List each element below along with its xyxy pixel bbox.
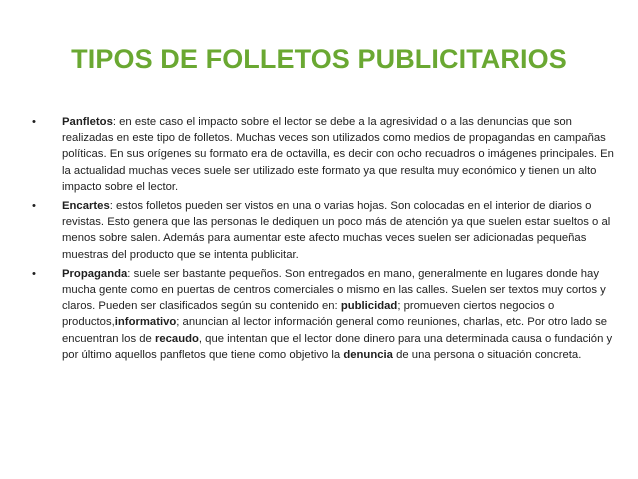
keyword-recaudo: recaudo <box>154 332 199 345</box>
keyword-publicidad: publicidad <box>340 300 398 313</box>
bullet-item-encartes <box>32 198 622 263</box>
bullet-list <box>32 114 622 366</box>
slide-title: TIPOS DE FOLLETOS PUBLICITARIOS <box>71 44 567 74</box>
description-propaganda-part4: , que intentan que el lector done dinero para una determinada causa o fundación y por último aquellos panfletos que tiene como objetivo la <box>62 332 613 361</box>
keyword-denuncia: denuncia <box>343 348 393 361</box>
bullet-icon: • <box>32 116 36 128</box>
description-encartes: : estos folletos pueden ser vistos en una o varias hojas. Son colocadas en el interior de diarios o revistas. Esto genera que las personas le dediquen un poco más de atención ya que suelen estar sueltos o al menos sobre salen. Además para aumentar este afecto muchas veces suelen ser adicionadas pequeñas muestras del producto que se intenta publicitar. <box>62 200 611 261</box>
bullet-item-propaganda <box>32 266 622 363</box>
term-panfletos: Panfletos <box>62 116 113 128</box>
term-encartes: Encartes <box>62 200 110 213</box>
description-panfletos: : en este caso el impacto sobre el lector se debe a la agresividad o a las denuncias que son realizadas en este tipo de folletos. Muchas veces son utilizados como medios de propagandas en campañas políticas. En sus orígenes su formato era de octavilla, es decir con ocho recuadros o imágenes principales. En la actualidad muchas veces suele ser utilizado este formato ya que resulta muy económico y tienen un alto impacto sobre el lector. <box>62 116 614 193</box>
term-propaganda: Propaganda <box>62 267 128 280</box>
bullet-text <box>62 198 622 263</box>
description-propaganda-part3: ; anuncian al lector información general como reuniones, charlas, etc. Por otro lado se encuentran los de <box>62 316 608 345</box>
description-propaganda-part2: ; promueven ciertos negocios o productos, <box>62 300 555 329</box>
keyword-informativo: informativo <box>114 316 177 329</box>
bullet-text <box>62 114 622 195</box>
bullet-icon: • <box>32 200 36 213</box>
bullet-text <box>62 266 622 363</box>
description-propaganda-part5: de una persona o situación concreta. <box>392 348 582 361</box>
description-propaganda-part1: : suele ser bastante pequeños. Son entregados en mano, generalmente en lugares donde hay mucha gente como en puertas de centros comerciales o mismo en las calles. Suelen ser textos muy cortos y claros. Pueden ser clasificados según su contenido en: <box>62 267 606 313</box>
bullet-item-panfletos <box>32 114 622 195</box>
bullet-icon: • <box>32 267 36 280</box>
